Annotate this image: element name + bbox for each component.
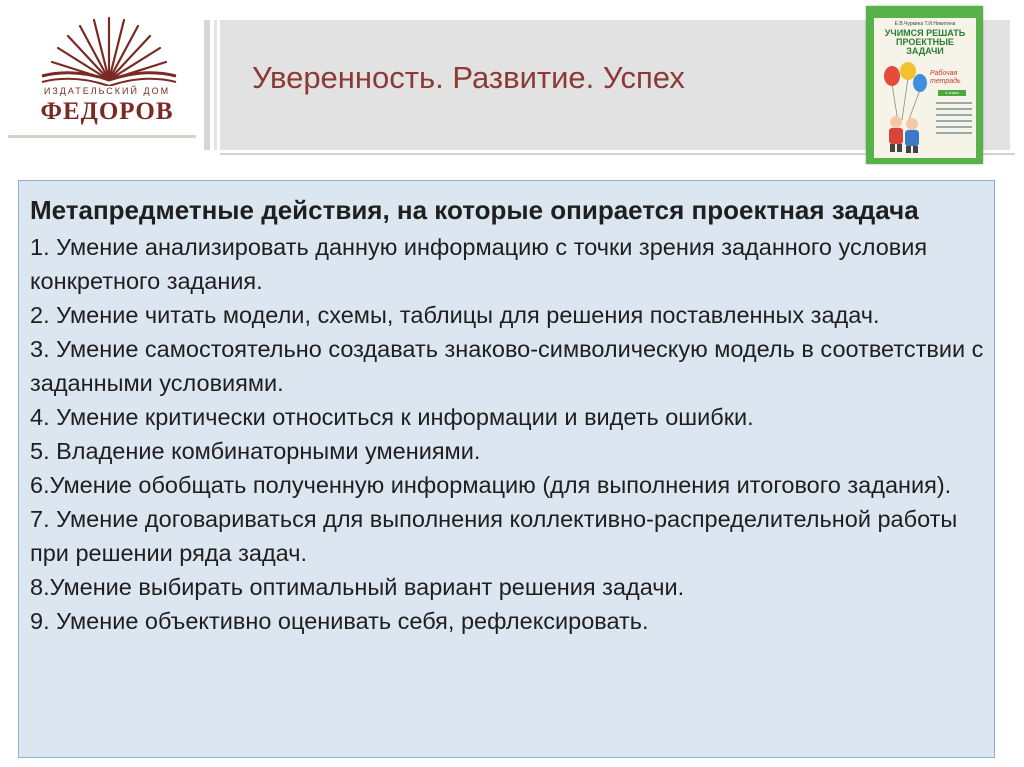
header-accent-bar-thin bbox=[214, 20, 217, 150]
slide-header-title: Уверенность. Развитие. Успех bbox=[252, 60, 685, 95]
sunburst-icon bbox=[34, 14, 184, 86]
book-title bbox=[874, 29, 976, 56]
book-contents-lines bbox=[936, 102, 972, 138]
logo-divider bbox=[8, 135, 196, 138]
book-title-line: ПРОЕКТНЫЕ bbox=[896, 37, 954, 47]
book-grade-badge: 4 класс bbox=[938, 90, 966, 96]
book-title-line: УЧИМСЯ РЕШАТЬ bbox=[884, 28, 966, 38]
book-cover-image bbox=[866, 6, 983, 164]
logo-name: ФЕДОРОВ bbox=[40, 98, 174, 125]
children-balloons-illustration bbox=[878, 62, 930, 154]
skill-list-item: 8.Умение выбирать оптимальный вариант решения задачи. bbox=[30, 574, 685, 600]
skill-list-item: 5. Владение комбинаторными умениями. bbox=[30, 438, 481, 464]
book-subtitle: Рабочая тетрадь bbox=[930, 70, 961, 85]
skill-list-item: 4. Умение критически относиться к информации и видеть ошибки. bbox=[30, 404, 754, 430]
skill-list-item: 7. Умение договариваться для выполнения коллективно-распределительной работы при решении ряда задач. bbox=[30, 506, 958, 566]
skill-list-item: 1. Умение анализировать данную информацию с точки зрения заданного условия конкретного задания. bbox=[30, 234, 928, 294]
publisher-logo bbox=[22, 14, 192, 134]
logo-subtitle: ИЗДАТЕЛЬСКИЙ ДОМ bbox=[43, 86, 171, 96]
skill-list-item: 3. Умение самостоятельно создавать знаково-символическую модель в соответствии с заданными условиями. bbox=[30, 336, 984, 396]
skill-list-item: 9. Умение объективно оценивать себя, рефлексировать. bbox=[30, 608, 649, 634]
book-title-line: ЗАДАЧИ bbox=[906, 46, 944, 56]
content-heading: Метапредметные действия, на которые опирается проектная задача bbox=[30, 195, 919, 225]
skills-list bbox=[30, 230, 990, 638]
book-cover-inner bbox=[874, 18, 976, 158]
content-body bbox=[30, 192, 990, 638]
book-author: Е.В.Чуркина Т.И.Никитина bbox=[894, 21, 956, 27]
header-accent-bar bbox=[204, 20, 210, 150]
skill-list-item: 2. Умение читать модели, схемы, таблицы для решения поставленных задач. bbox=[30, 302, 880, 328]
skill-list-item: 6.Умение обобщать полученную информацию (для выполнения итогового задания). bbox=[30, 472, 952, 498]
